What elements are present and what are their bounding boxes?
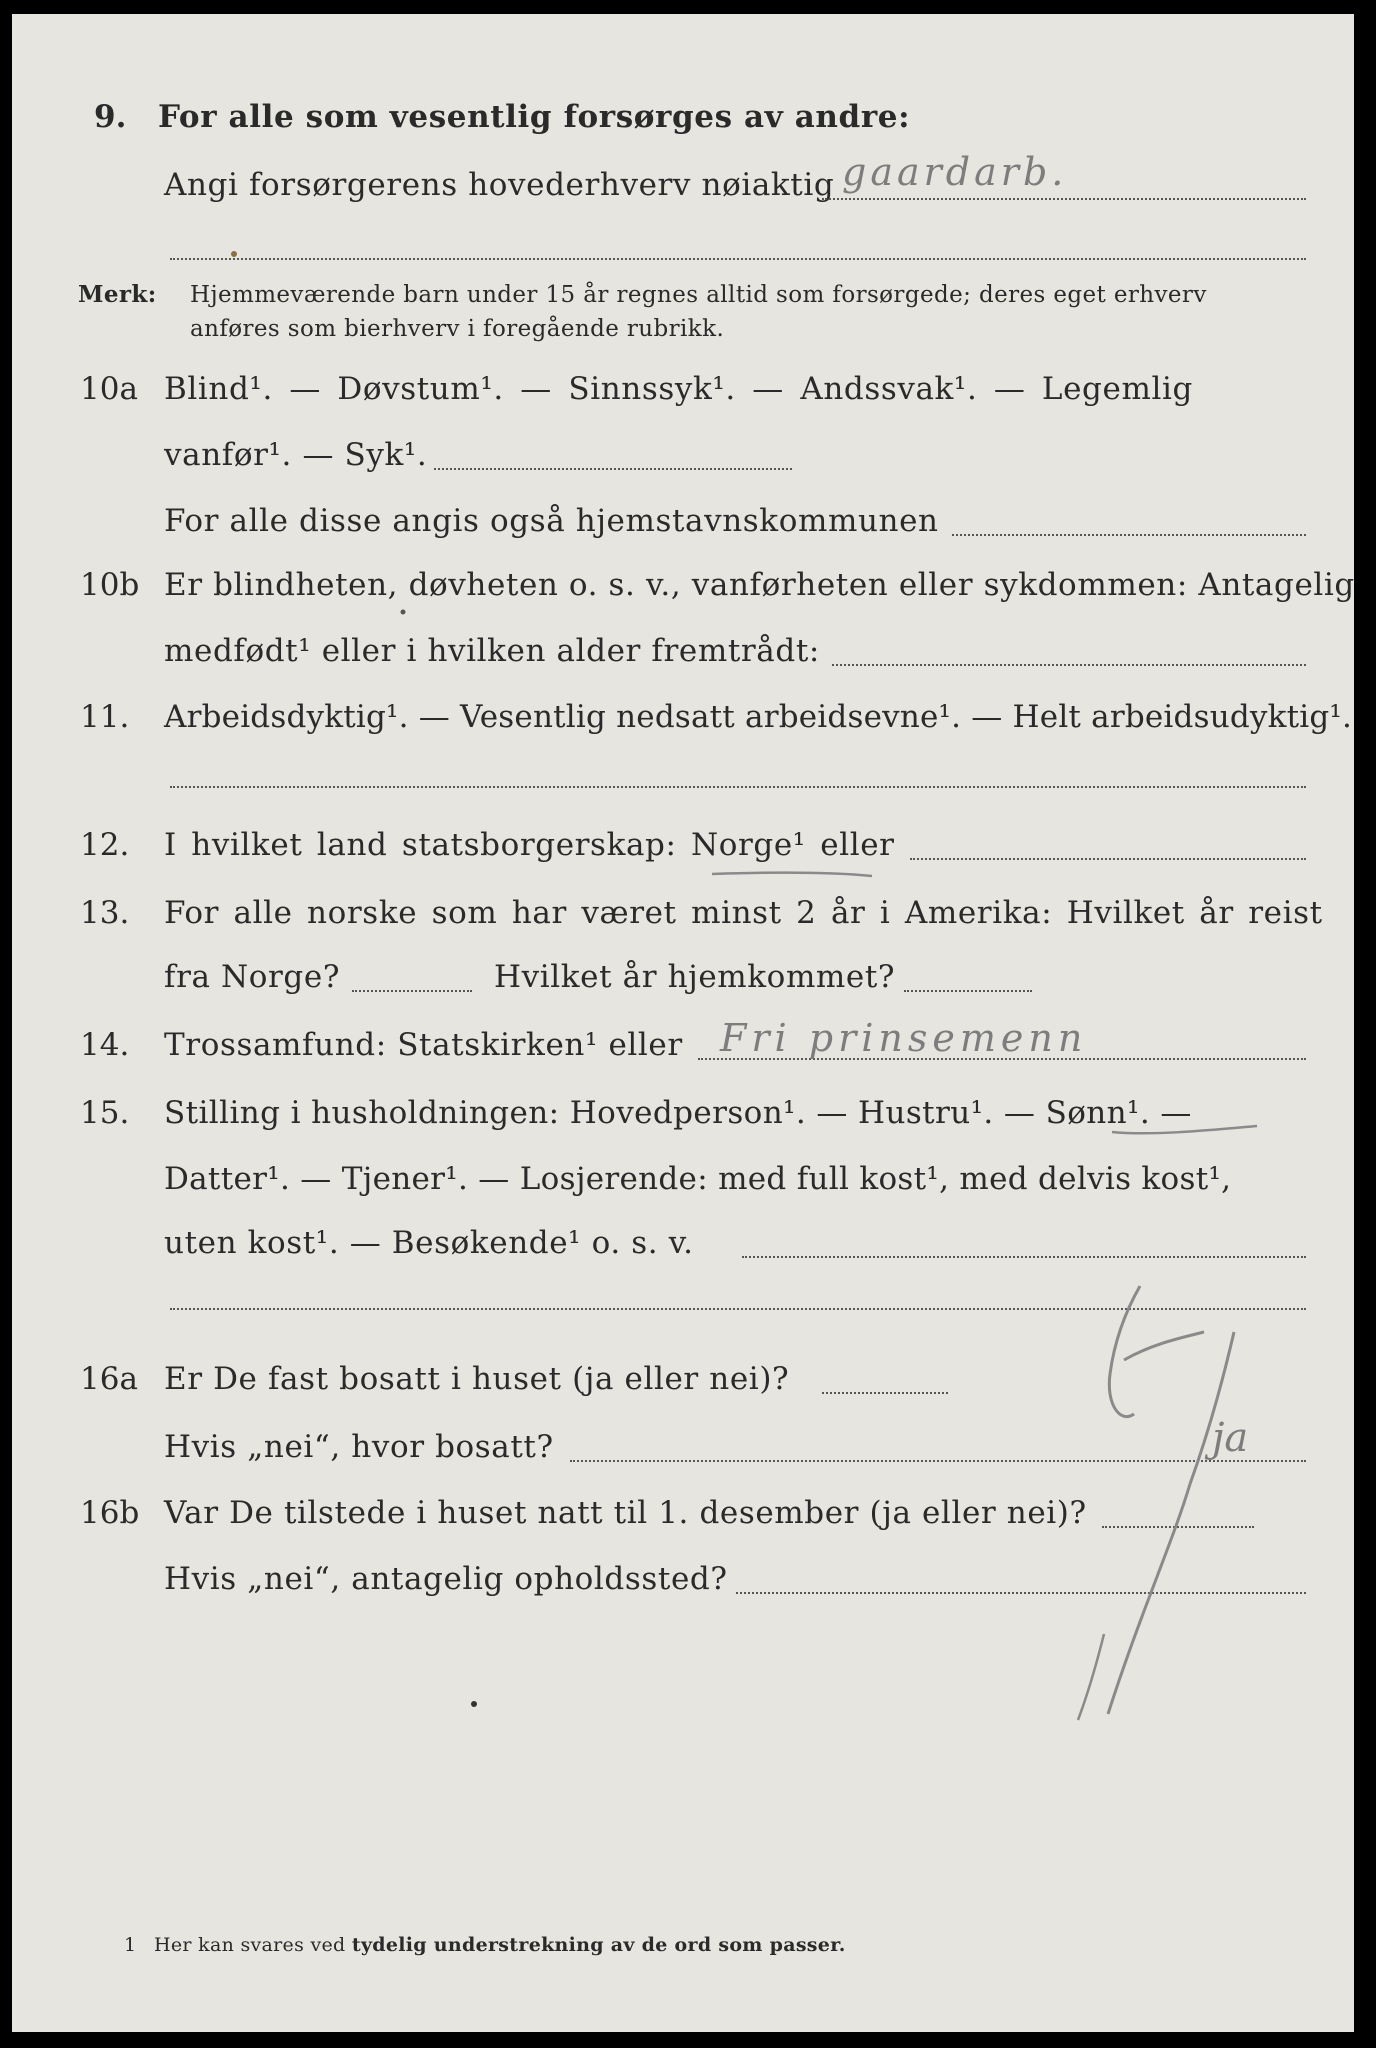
footnote-mark: 1 bbox=[124, 1934, 137, 1956]
q15-line-2: Datter¹. — Tjener¹. — Losjerende: med full kost¹, med delvis kost¹, bbox=[164, 1161, 1232, 1197]
q10b-line-2: medfødt¹ eller i hvilken alder fremtrådt: bbox=[164, 633, 820, 669]
q10a-line-2: vanfør¹. — Syk¹. bbox=[164, 437, 428, 473]
q13-number: 13. bbox=[80, 895, 130, 931]
footnote-text-plain: Her kan svares ved bbox=[154, 1934, 352, 1956]
q9-question: Angi forsørgerens hovederhverv nøiaktig bbox=[164, 167, 835, 203]
q16a-line-2: Hvis „nei“, hvor bosatt? bbox=[164, 1429, 554, 1465]
q16a-handwritten-answer: ja bbox=[1212, 1415, 1249, 1461]
q14-line-1: Trossamfund: Statskirken¹ eller bbox=[164, 1027, 683, 1063]
q15-line-1: Stilling i husholdningen: Hovedperson¹. — Hustru¹. — Sønn¹. — bbox=[164, 1095, 1192, 1131]
q12-number: 12. bbox=[80, 827, 130, 863]
q16b-number: 16b bbox=[80, 1495, 140, 1531]
footnote-text bbox=[154, 1932, 846, 1958]
q11-number: 11. bbox=[80, 699, 130, 735]
census-form-page bbox=[12, 14, 1354, 2032]
q10b-line-1: Er blindheten, døvheten o. s. v., vanførheten eller sykdommen: Antagelig bbox=[164, 567, 1355, 603]
q11-line-1: Arbeidsdyktig¹. — Vesentlig nedsatt arbeidsevne¹. — Helt arbeidsudyktig¹. bbox=[164, 699, 1353, 735]
merk-line-2: anføres som bierhverv i foregående rubrikk. bbox=[190, 316, 725, 342]
q10a-number: 10a bbox=[80, 371, 138, 407]
q12-line-1: I hvilket land statsborgerskap: Norge¹ eller bbox=[164, 827, 895, 863]
q9-handwritten-answer: gaardarb. bbox=[842, 150, 1068, 194]
q15-line-3: uten kost¹. — Besøkende¹ o. s. v. bbox=[164, 1225, 694, 1261]
q15-number: 15. bbox=[80, 1095, 130, 1131]
q10a-line-1: Blind¹. — Døvstum¹. — Sinnssyk¹. — Andssvak¹. — Legemlig bbox=[164, 371, 1193, 407]
q16a-number: 16a bbox=[80, 1361, 138, 1397]
q9-heading: For alle som vesentlig forsørges av andre: bbox=[158, 99, 911, 135]
q9-number: 9. bbox=[94, 99, 127, 135]
footnote-text-bold: tydelig understrekning av de ord som passer. bbox=[351, 1934, 846, 1956]
q13-line-2a: fra Norge? bbox=[164, 959, 341, 995]
q14-number: 14. bbox=[80, 1027, 130, 1063]
handwritten-strokes bbox=[12, 14, 1354, 2032]
q16a-line-1: Er De fast bosatt i huset (ja eller nei)? bbox=[164, 1361, 790, 1397]
q13-line-1: For alle norske som har været minst 2 år i Amerika: Hvilket år reist bbox=[164, 895, 1323, 931]
merk-label: Merk: bbox=[78, 281, 157, 308]
merk-line-1: Hjemmeværende barn under 15 år regnes alltid som forsørgede; deres eget erhverv bbox=[190, 282, 1207, 308]
q10b-number: 10b bbox=[80, 567, 140, 603]
q10a-line-3: For alle disse angis også hjemstavnskommunen bbox=[164, 503, 939, 539]
q16b-line-1: Var De tilstede i huset natt til 1. desember (ja eller nei)? bbox=[164, 1495, 1087, 1531]
q16b-line-2: Hvis „nei“, antagelig opholdssted? bbox=[164, 1561, 728, 1597]
q14-handwritten-answer: Fri prinsemenn bbox=[720, 1016, 1088, 1060]
q13-line-2b: Hvilket år hjemkommet? bbox=[494, 959, 896, 995]
